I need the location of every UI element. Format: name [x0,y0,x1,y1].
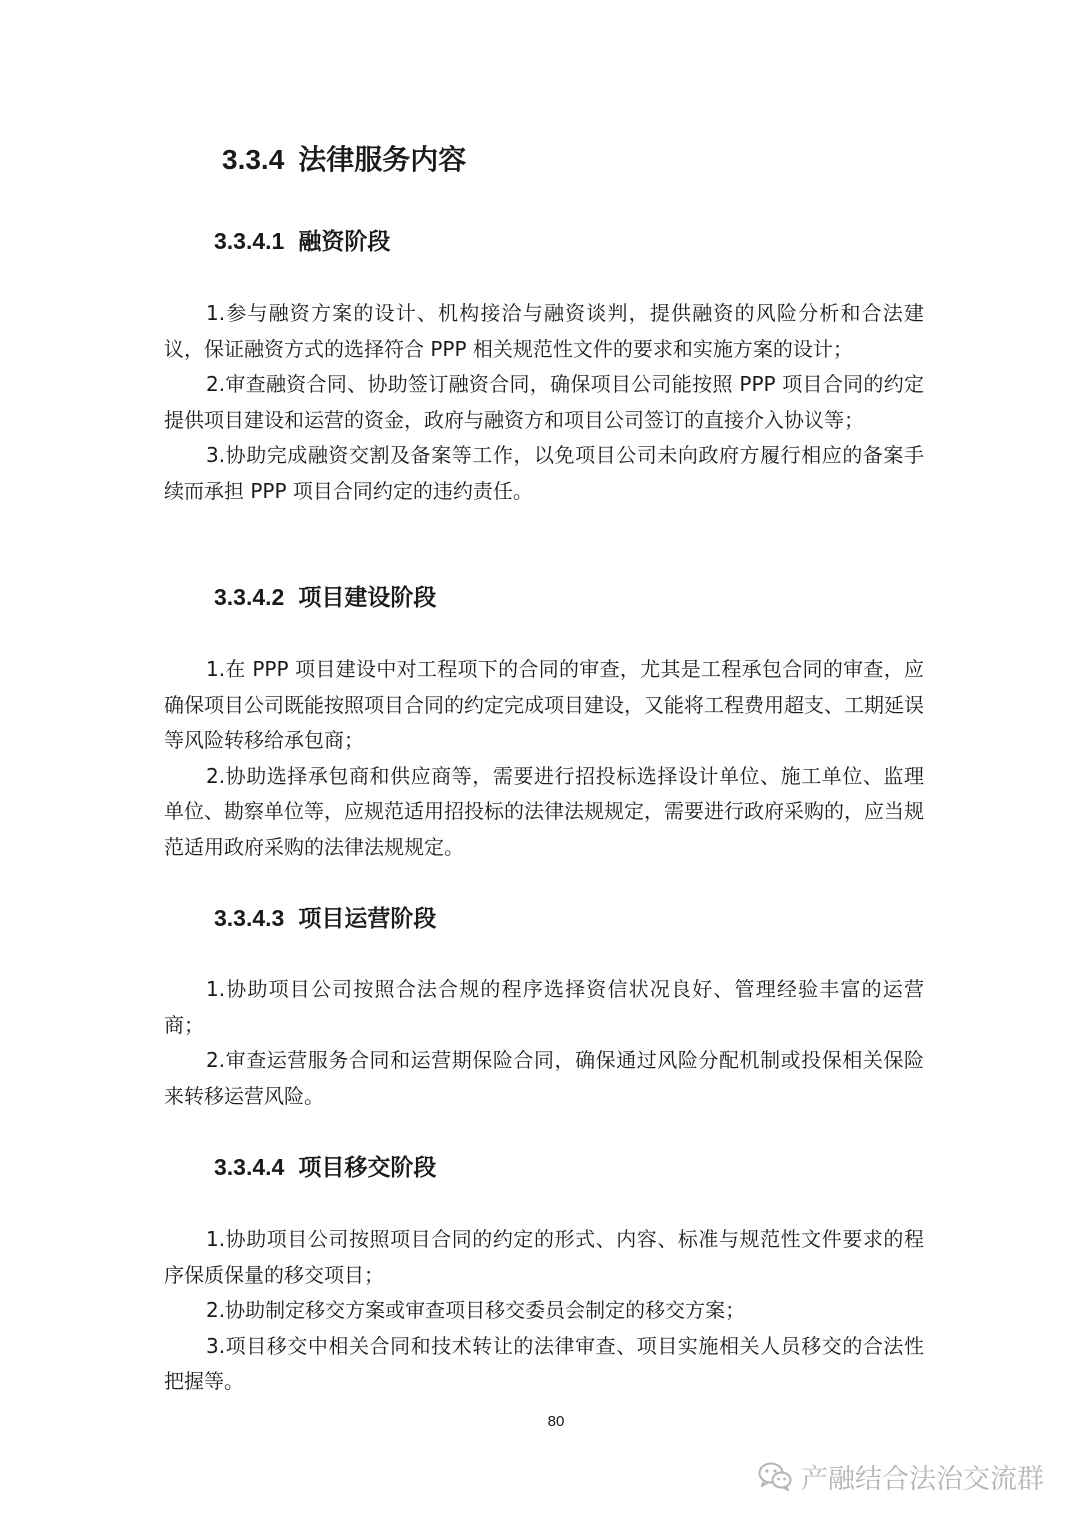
paragraph: 3.项目移交中相关合同和技术转让的法律审查、项目实施相关人员移交的合法性把握等。 [164,1333,924,1393]
subsection-body-construction [164,652,924,865]
paragraph: 1.协助项目公司按照合法合规的程序选择资信状况良好、管理经验丰富的运营商； [164,977,924,1037]
section-title: 法律服务内容 [298,143,467,176]
subsection-heading-operation [214,901,436,936]
subsection-heading-construction [214,580,436,615]
subsection-heading-transfer [214,1150,436,1185]
wechat-icon [757,1460,793,1492]
watermark-text: 产融结合法治交流群 [801,1463,1044,1495]
subsection-number: 3.3.4.4 [214,1154,285,1180]
paragraph: 2.协助制定移交方案或审查项目移交委员会制定的移交方案； [206,1298,746,1322]
subsection-body-transfer [164,1222,924,1400]
section-heading [222,140,466,180]
subsection-title: 项目移交阶段 [298,1155,437,1181]
paragraph: 2.审查融资合同、协助签订融资合同，确保项目公司能按照 PPP 项目合同的约定提供项目建设和运营的资金，政府与融资方和项目公司签订的直接介入协议等； [164,372,924,432]
paragraph: 1.参与融资方案的设计、机构接洽与融资谈判，提供融资的风险分析和合法建议，保证融资方式的选择符合 PPP 相关规范性文件的要求和实施方案的设计； [164,301,924,361]
subsection-title: 项目建设阶段 [298,585,437,611]
subsection-title: 项目运营阶段 [298,906,437,932]
watermark [757,1456,1044,1496]
paragraph: 1.协助项目公司按照项目合同的约定的形式、内容、标准与规范性文件要求的程序保质保量的移交项目； [164,1227,924,1287]
subsection-body-operation [164,972,924,1114]
subsection-title: 融资阶段 [298,229,391,255]
subsection-number: 3.3.4.1 [214,228,285,254]
page-number: 80 [547,1413,565,1430]
paragraph: 3.协助完成融资交割及备案等工作，以免项目公司未向政府方履行相应的备案手续而承担 PPP 项目合同约定的违约责任。 [164,443,924,503]
subsection-number: 3.3.4.3 [214,905,285,931]
subsection-body-financing [164,296,924,509]
subsection-number: 3.3.4.2 [214,584,285,610]
subsection-heading-financing [214,224,390,259]
paragraph: 2.审查运营服务合同和运营期保险合同，确保通过风险分配机制或投保相关保险来转移运营风险。 [164,1048,924,1108]
paragraph: 1.在 PPP 项目建设中对工程项下的合同的审查，尤其是工程承包合同的审查，应确保项目公司既能按照项目合同的约定完成项目建设，又能将工程费用超支、工期延误等风险转移给承包商； [164,657,924,752]
section-number: 3.3.4 [222,144,285,175]
paragraph: 2.协助选择承包商和供应商等，需要进行招投标选择设计单位、施工单位、监理单位、勘察单位等，应规范适用招投标的法律法规规定，需要进行政府采购的，应当规范适用政府采购的法律法规规定。 [164,763,924,859]
